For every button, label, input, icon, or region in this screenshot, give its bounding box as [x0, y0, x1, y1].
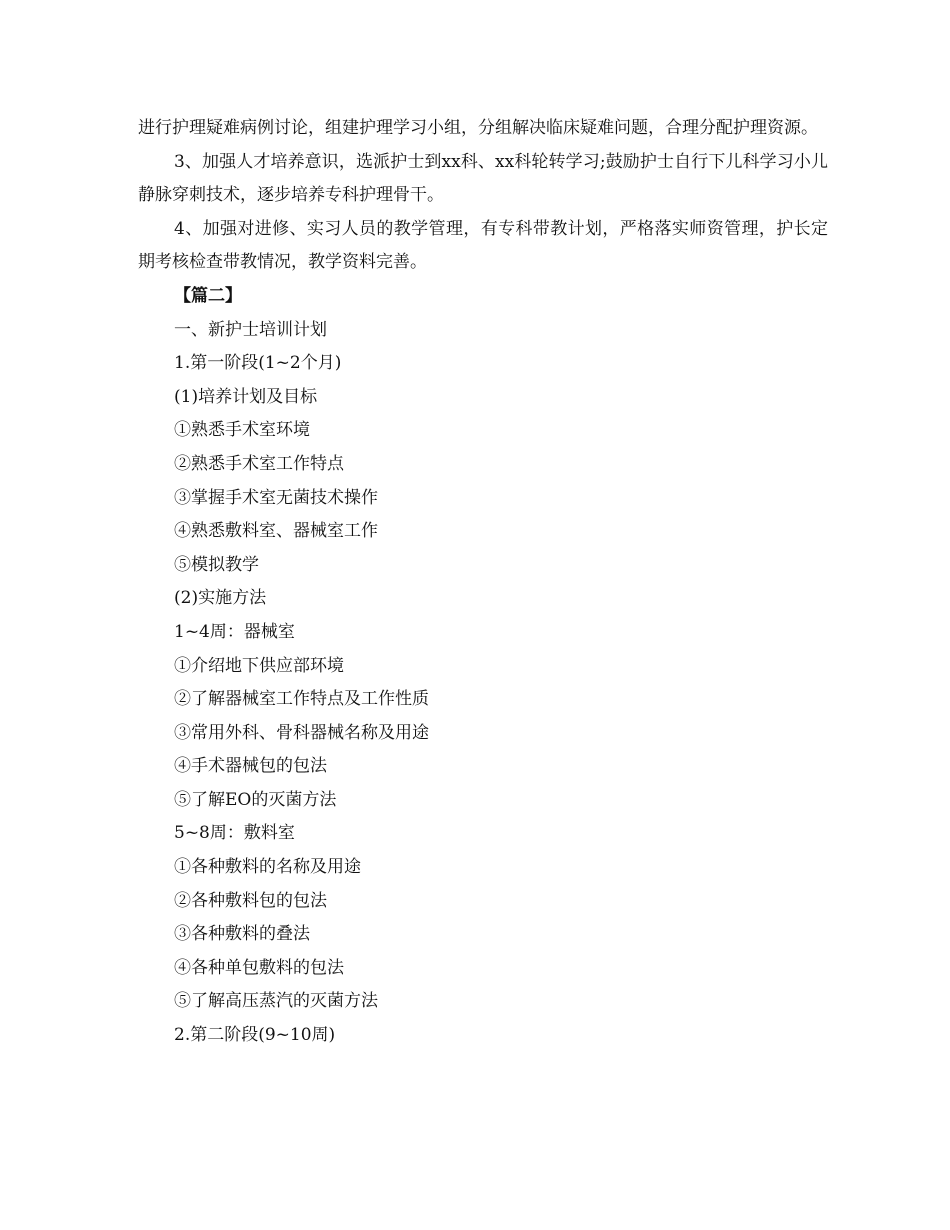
outline-line: ④熟悉敷料室、器械室工作: [174, 521, 378, 542]
outline-line: ⑤了解EO的灭菌方法: [174, 789, 337, 810]
paragraph-continuation: 进行护理疑难病例讨论，组建护理学习小组，分组解决临床疑难问题，合理分配护理资源。: [138, 118, 818, 138]
outline-line: ②了解器械室工作特点及工作性质: [174, 689, 429, 710]
outline-line: ⑤了解高压蒸汽的灭菌方法: [174, 991, 378, 1012]
outline-line: ②各种敷料包的包法: [174, 890, 327, 911]
paragraph-item-4: 4、加强对进修、实习人员的教学管理，有专科带教计划，严格落实师资管理，护长定期考核检查带教情况，教学资料完善。: [138, 218, 828, 273]
document-body: [138, 112, 828, 1053]
outline-line: ②熟悉手术室工作特点: [174, 453, 344, 474]
outline-line: 2.第二阶段(9~10周): [174, 1025, 336, 1046]
outline-line: ④手术器械包的包法: [174, 756, 327, 777]
outline-line: 一、新护士培训计划: [174, 319, 327, 340]
outline-line: ③各种敷料的叠法: [174, 924, 310, 945]
outline-line: 1.第一阶段(1~2个月): [174, 353, 342, 374]
outline-line: ③常用外科、骨科器械名称及用途: [174, 722, 429, 743]
outline-line: ⑤模拟教学: [174, 554, 259, 575]
outline-line: ①介绍地下供应部环境: [174, 655, 344, 676]
outline-line: ①熟悉手术室环境: [174, 420, 310, 441]
outline-line: (1)培养计划及目标: [174, 386, 318, 407]
outline-line: ③掌握手术室无菌技术操作: [174, 487, 378, 508]
outline-line: ④各种单包敷料的包法: [174, 957, 344, 978]
outline-line: 1~4周：器械室: [174, 621, 295, 642]
outline-line: ①各种敷料的名称及用途: [174, 857, 361, 878]
outline-line: 5~8周：敷料室: [174, 823, 295, 844]
outline-list: [138, 314, 828, 1053]
outline-line: (2)实施方法: [174, 588, 267, 609]
section-title: 【篇二】: [174, 285, 242, 306]
paragraph-item-3: 3、加强人才培养意识，选派护士到xx科、xx科轮转学习;鼓励护士自行下儿科学习小儿静脉穿刺技术，逐步培养专科护理骨干。: [138, 151, 828, 206]
